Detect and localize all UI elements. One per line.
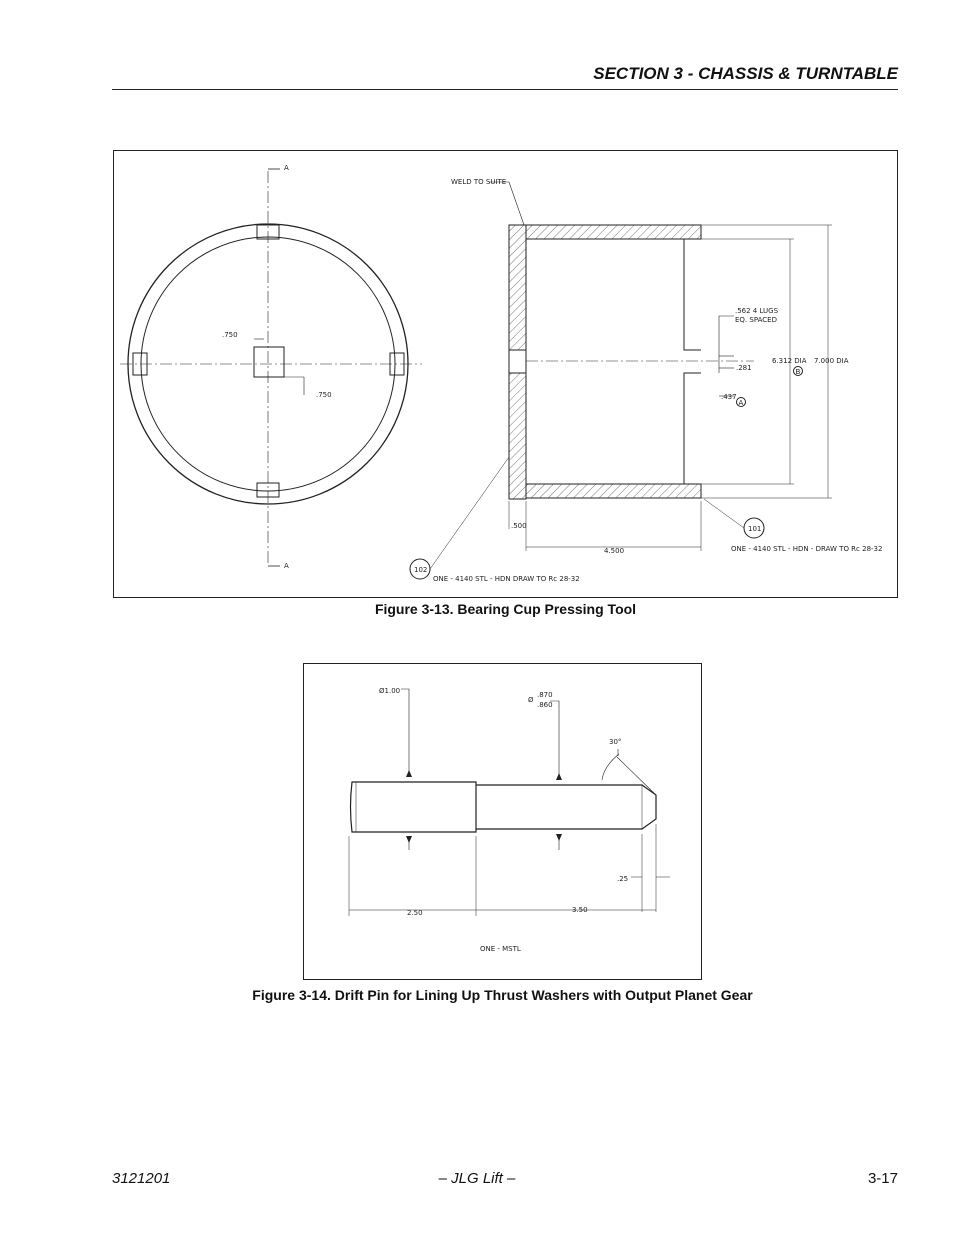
figure-14-drift-pin <box>303 663 702 980</box>
lugs-note-line1: .562 4 LUGS <box>735 307 779 315</box>
figure-14-caption: Figure 3-14. Drift Pin for Lining Up Thrust Washers with Output Planet Gear <box>252 987 753 1003</box>
datum-a: A <box>738 399 744 407</box>
page-number: 3-17 <box>867 1170 898 1187</box>
pin-large-shank <box>351 782 477 832</box>
header-divider <box>112 89 898 90</box>
part-101-balloon: 101 <box>748 525 762 533</box>
dim-250: 2.50 <box>407 909 423 917</box>
dim-437: .437 <box>721 393 737 401</box>
part-102-note: ONE - 4140 STL - HDN DRAW TO Rc 28-32 <box>433 575 580 583</box>
section-a-top-label: A <box>284 164 289 172</box>
figure-13-drawing <box>114 151 899 599</box>
dim-750-b: .750 <box>316 391 332 399</box>
figure-13-caption: Figure 3-13. Bearing Cup Pressing Tool <box>374 601 637 617</box>
part-102-balloon: 102 <box>414 566 428 574</box>
footer-center: – JLG Lift – <box>438 1170 516 1187</box>
material-note: ONE - MSTL <box>480 945 521 953</box>
dim-750-a: .750 <box>222 331 238 339</box>
dia-symbol: Ø <box>528 696 534 704</box>
section-a-bottom-label: A <box>284 562 289 570</box>
dim-500: .500 <box>511 522 527 530</box>
dim-860: .860 <box>537 701 553 709</box>
section-title: SECTION 3 - CHASSIS & TURNTABLE <box>593 64 898 83</box>
figure-13-bearing-cup-pressing-tool <box>113 150 898 598</box>
part-101-note: ONE - 4140 STL - HDN - DRAW TO Rc 28-32 <box>731 545 883 553</box>
dia-7000: 7.000 DIA <box>814 357 849 365</box>
dim-dia-100: Ø1.00 <box>379 687 401 695</box>
dia-6312: 6.312 DIA <box>772 357 807 365</box>
pin-small-shank <box>476 785 656 829</box>
angle-30: 30° <box>609 738 622 746</box>
weld-note: WELD TO SUITE <box>451 178 507 186</box>
doc-number: 3121201 <box>112 1170 171 1187</box>
cup-wall-bottom <box>526 484 701 498</box>
dim-870: .870 <box>537 691 553 699</box>
figure-14-drawing <box>304 664 703 981</box>
dim-350: 3.50 <box>572 906 588 914</box>
lugs-note-line2: EQ. SPACED <box>735 316 777 324</box>
datum-b: B <box>795 368 801 376</box>
dim-4500: 4.500 <box>604 547 625 555</box>
cup-wall-top <box>526 225 701 239</box>
dim-25: .25 <box>617 875 629 883</box>
dim-281: .281 <box>736 364 752 372</box>
